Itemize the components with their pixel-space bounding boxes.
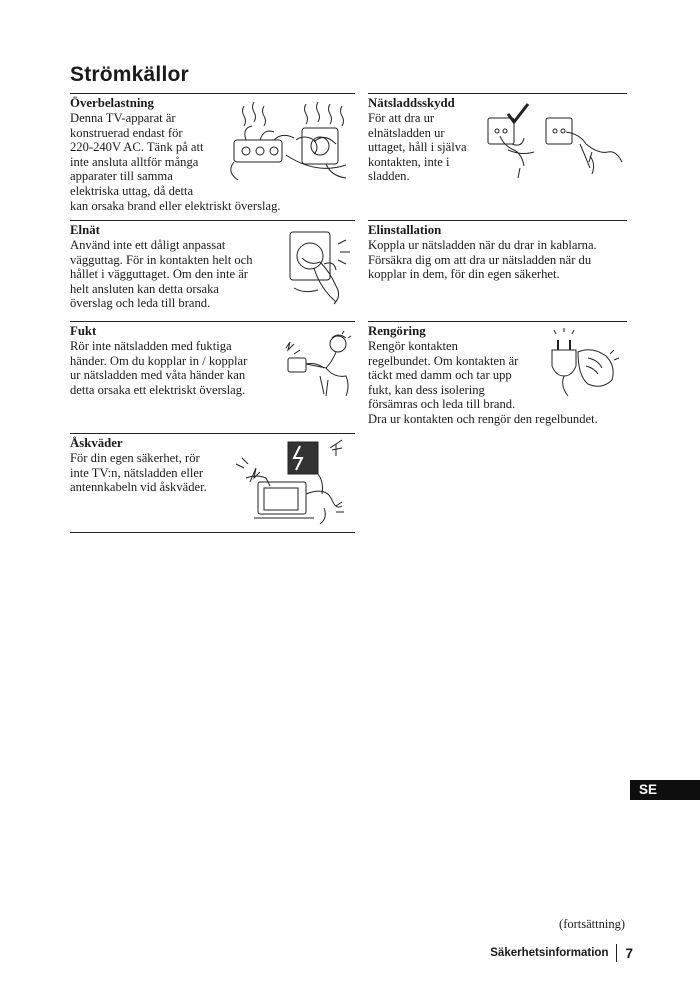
language-tab: SE bbox=[630, 780, 700, 800]
section-text: Koppla ur nätsladden när du drar in kablarna. Försäkra dig om att dra ur nätsladden när du kopplar in dem, för din egen säkerhet. bbox=[368, 238, 597, 282]
wall-outlet-plug-illustration bbox=[284, 228, 354, 312]
section-text: Använd inte ett dåligt anpassat vägguttag. För in kontakten helt och hållet i vägguttaget. Om den inte är helt ansluten kan detta orsaka överslag och leda till brand. bbox=[70, 238, 253, 311]
unplug-by-plug-illustration bbox=[484, 100, 626, 182]
thunderstorm-tv-illustration bbox=[232, 438, 352, 526]
footer-divider bbox=[616, 944, 617, 962]
section-text: Rör inte nätsladden med fuktiga händer. Om du kopplar in / kopplar ur nätsladden med våta händer kan detta orsaka ett elektriskt överslag. bbox=[70, 339, 248, 397]
page-number: 7 bbox=[625, 945, 633, 961]
footer-section-label: Säkerhetsinformation bbox=[490, 947, 609, 959]
section-heading: Åskväder bbox=[70, 436, 123, 450]
page-footer bbox=[490, 944, 633, 962]
page-title: Strömkällor bbox=[70, 63, 189, 86]
section-install bbox=[368, 220, 627, 306]
section-heading: Fukt bbox=[70, 324, 97, 338]
section-text: Rengör kontakten regelbundet. Om kontakten är täckt med damm och tar upp fukt, kan dess isolering försämras och leda till brand. Dra ur kontakten och rengör den regelbundet. bbox=[368, 339, 598, 426]
section-heading: Överbelastning bbox=[70, 96, 154, 110]
section-heading: Nätsladdsskydd bbox=[368, 96, 455, 110]
section-heading: Elinstallation bbox=[368, 223, 442, 237]
section-text: För din egen säkerhet, rör inte TV:n, nätsladden eller antennkabeln vid åskväder. bbox=[70, 451, 207, 495]
section-heading: Elnät bbox=[70, 223, 100, 237]
wet-hands-warning-illustration bbox=[280, 330, 354, 398]
section-end-rule bbox=[70, 532, 355, 533]
section-heading: Rengöring bbox=[368, 324, 426, 338]
continued-note: (fortsättning) bbox=[559, 917, 625, 931]
overloaded-outlet-illustration bbox=[226, 100, 354, 190]
section-text: Denna TV-apparat är konstruerad endast för 220-240V AC. Tänk på att inte ansluta alltför många apparater till samma elektriska uttag, då detta kan orsaka brand eller elektriskt överslag. bbox=[70, 111, 281, 213]
section-text: För att dra ur elnätsladden ur uttaget, håll i själva kontakten, inte i sladden. bbox=[368, 111, 467, 184]
check-mark-icon bbox=[508, 104, 528, 122]
cleaning-plug-illustration bbox=[544, 328, 624, 398]
